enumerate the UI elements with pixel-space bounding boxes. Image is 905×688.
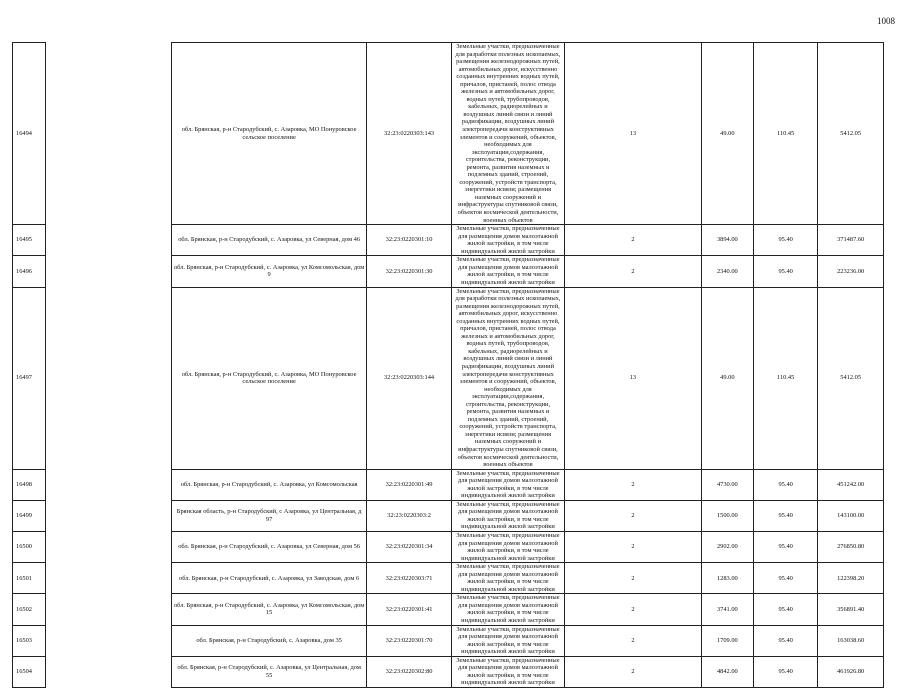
cadastral-value-cell: 5412.05 <box>818 287 884 469</box>
cadastral-value-cell: 356891.40 <box>818 594 884 625</box>
group-number-cell: 2 <box>565 256 702 287</box>
rate-cell: 95.40 <box>753 256 817 287</box>
address-cell: обл. Брянская, р-н Стародубский, с. Азаровка, МО Понуровское сельское поселение <box>171 287 367 469</box>
empty-cell <box>46 532 172 563</box>
table-row <box>13 594 884 625</box>
land-purpose-cell: Земельные участки, предназначенные для размещения домов малоэтажной жилой застройки, в том числе индивидуальной жилой застройки <box>451 563 564 594</box>
address-cell: обл. Брянская, р-н Стародубский, с. Азаровка, ул Северная, дом 46 <box>171 225 367 256</box>
cadastral-number-cell: 32:23:0220301:41 <box>367 594 451 625</box>
group-number-cell: 2 <box>565 532 702 563</box>
land-purpose-cell: Земельные участки, предназначенные для размещения домов малоэтажной жилой застройки, в том числе индивидуальной жилой застройки <box>451 656 564 687</box>
address-cell: обл. Брянская, р-н Стародубский, с. Азаровка, ул Северная, дом 56 <box>171 532 367 563</box>
empty-cell <box>46 656 172 687</box>
table-row <box>13 563 884 594</box>
cadastral-number-cell: 32:23:0220301:70 <box>367 625 451 656</box>
land-purpose-cell: Земельные участки, предназначенные для разработки полезных ископаемых, размещения железнодорожных путей, автомобильных дорог, искусственно созданных внутренних водных путей, причалов, пристаней, полос отвода железных и автомобильных дорог, водных путей, трубопроводов, кабельных, радиорелейных и воздушных линий связи и линий радиофикации, воздушных линий электропередачи конструктивных элементов и сооружений, объектов, необходимых для эксплуатации,содержания, строительства, реконструкции, ремонта, развития наземных и подземных зданий, строений, сооружений, устройств транспорта, энергетики исвязи; размещения наземных сооружений и инфраструктуры спутниковой связи, объектов космической деятельности, военных объектов <box>451 287 564 469</box>
area-cell: 4730.00 <box>701 469 753 500</box>
land-purpose-cell: Земельные участки, предназначенные для размещения домов малоэтажной жилой застройки, в том числе индивидуальной жилой застройки <box>451 532 564 563</box>
rate-cell: 95.40 <box>753 225 817 256</box>
land-purpose-cell: Земельные участки, предназначенные для размещения домов малоэтажной жилой застройки, в том числе индивидуальной жилой застройки <box>451 594 564 625</box>
rate-cell: 95.40 <box>753 500 817 531</box>
row-number: 16496 <box>13 256 46 287</box>
cadastral-value-cell: 451242.00 <box>818 469 884 500</box>
row-number: 16504 <box>13 656 46 687</box>
rate-cell: 95.40 <box>753 469 817 500</box>
empty-cell <box>46 594 172 625</box>
area-cell: 1283.00 <box>701 563 753 594</box>
row-number: 16501 <box>13 563 46 594</box>
rate-cell: 95.40 <box>753 532 817 563</box>
area-cell: 1709.00 <box>701 625 753 656</box>
land-purpose-cell: Земельные участки, предназначенные для размещения домов малоэтажной жилой застройки, в том числе индивидуальной жилой застройки <box>451 225 564 256</box>
address-cell: обл. Брянская, р-н Стародубский, с. Азаровка, дом 35 <box>171 625 367 656</box>
address-cell: Брянская область, р-н Стародубский, с Азаровка, ул Центральная, д 97 <box>171 500 367 531</box>
area-cell: 4842.00 <box>701 656 753 687</box>
cadastral-value-cell: 5412.05 <box>818 43 884 225</box>
cadastral-number-cell: 32:23:0220301:49 <box>367 469 451 500</box>
empty-cell <box>46 625 172 656</box>
row-number: 16494 <box>13 43 46 225</box>
page-number: 1008 <box>877 16 895 26</box>
land-purpose-cell: Земельные участки, предназначенные для разработки полезных ископаемых, размещения железнодорожных путей, автомобильных дорог, искусственно созданных внутренних водных путей, причалов, пристаней, полос отвода железных и автомобильных дорог, водных путей, трубопроводов, кабельных, радиорелейных и воздушных линий связи и линий радиофикации, воздушных линий электропередачи конструктивных элементов и сооружений, объектов, необходимых для эксплуатации,содержания, строительства, реконструкции, ремонта, развития наземных и подземных зданий, строений, сооружений, устройств транспорта, энергетики исвязи; размещения наземных сооружений и инфраструктуры спутниковой связи, объектов космической деятельности, военных объектов <box>451 43 564 225</box>
group-number-cell: 2 <box>565 594 702 625</box>
row-number: 16497 <box>13 287 46 469</box>
rate-cell: 95.40 <box>753 625 817 656</box>
table-row <box>13 225 884 256</box>
empty-cell <box>46 287 172 469</box>
empty-cell <box>46 225 172 256</box>
group-number-cell: 2 <box>565 225 702 256</box>
rate-cell: 95.40 <box>753 656 817 687</box>
rate-cell: 110.45 <box>753 43 817 225</box>
empty-cell <box>46 43 172 225</box>
area-cell: 3741.00 <box>701 594 753 625</box>
cadastral-value-cell: 276850.80 <box>818 532 884 563</box>
address-cell: обл. Брянская, р-н Стародубский, с. Азаровка, МО Понуровское сельское поселение <box>171 43 367 225</box>
row-number: 16502 <box>13 594 46 625</box>
cadastral-number-cell: 32:23:0220303:2 <box>367 500 451 531</box>
land-purpose-cell: Земельные участки, предназначенные для размещения домов малоэтажной жилой застройки, в том числе индивидуальной жилой застройки <box>451 469 564 500</box>
table-row <box>13 625 884 656</box>
area-cell: 49.00 <box>701 287 753 469</box>
group-number-cell: 2 <box>565 500 702 531</box>
table-row <box>13 469 884 500</box>
land-purpose-cell: Земельные участки, предназначенные для размещения домов малоэтажной жилой застройки, в том числе индивидуальной жилой застройки <box>451 625 564 656</box>
address-cell: обл. Брянская, р-н Стародубский, с. Азаровка, ул Центральная, дом 55 <box>171 656 367 687</box>
area-cell: 2340.00 <box>701 256 753 287</box>
empty-cell <box>46 256 172 287</box>
row-number: 16498 <box>13 469 46 500</box>
table-row <box>13 43 884 225</box>
address-cell: обл. Брянская, р-н Стародубский, с. Азаровка, ул Заводская, дом 6 <box>171 563 367 594</box>
cadastral-number-cell: 32:23:0220301:30 <box>367 256 451 287</box>
cadastral-number-cell: 32:23:0220303:71 <box>367 563 451 594</box>
empty-cell <box>46 469 172 500</box>
rate-cell: 110.45 <box>753 287 817 469</box>
table-row <box>13 287 884 469</box>
cadastral-value-cell: 461926.80 <box>818 656 884 687</box>
cadastral-value-cell: 163038.60 <box>818 625 884 656</box>
empty-cell <box>46 500 172 531</box>
cadastral-value-cell: 143100.00 <box>818 500 884 531</box>
rate-cell: 95.40 <box>753 563 817 594</box>
cadastral-number-cell: 32:23:0220302:80 <box>367 656 451 687</box>
address-cell: обл. Брянская, р-н Стародубский, с. Азаровка, ул Комсомольская, дом 15 <box>171 594 367 625</box>
table-row <box>13 656 884 687</box>
area-cell: 2902.00 <box>701 532 753 563</box>
empty-cell <box>46 563 172 594</box>
address-cell: обл. Брянская, р-н Стародубский, с. Азаровка, ул Комсомольская, дом 9 <box>171 256 367 287</box>
group-number-cell: 13 <box>565 43 702 225</box>
row-number: 16500 <box>13 532 46 563</box>
table-row <box>13 500 884 531</box>
group-number-cell: 13 <box>565 287 702 469</box>
row-number: 16495 <box>13 225 46 256</box>
address-cell: обл. Брянская, р-н Стародубский, с. Азаровка, ул Комсомольская <box>171 469 367 500</box>
cadastral-number-cell: 32:23:0220301:10 <box>367 225 451 256</box>
cadastral-number-cell: 32:23:0220303:143 <box>367 43 451 225</box>
rate-cell: 95.40 <box>753 594 817 625</box>
group-number-cell: 2 <box>565 656 702 687</box>
table-row <box>13 256 884 287</box>
row-number: 16503 <box>13 625 46 656</box>
cadastral-number-cell: 32:23:0220301:34 <box>367 532 451 563</box>
area-cell: 1500.00 <box>701 500 753 531</box>
area-cell: 3894.00 <box>701 225 753 256</box>
cadastral-number-cell: 32:23:0220303:144 <box>367 287 451 469</box>
area-cell: 49.00 <box>701 43 753 225</box>
cadastral-value-cell: 223236.00 <box>818 256 884 287</box>
group-number-cell: 2 <box>565 469 702 500</box>
land-purpose-cell: Земельные участки, предназначенные для размещения домов малоэтажной жилой застройки, в том числе индивидуальной жилой застройки <box>451 256 564 287</box>
row-number: 16499 <box>13 500 46 531</box>
group-number-cell: 2 <box>565 625 702 656</box>
land-registry-table <box>12 42 884 688</box>
group-number-cell: 2 <box>565 563 702 594</box>
cadastral-value-cell: 371487.60 <box>818 225 884 256</box>
table-row <box>13 532 884 563</box>
land-purpose-cell: Земельные участки, предназначенные для размещения домов малоэтажной жилой застройки, в том числе индивидуальной жилой застройки <box>451 500 564 531</box>
cadastral-value-cell: 122398.20 <box>818 563 884 594</box>
